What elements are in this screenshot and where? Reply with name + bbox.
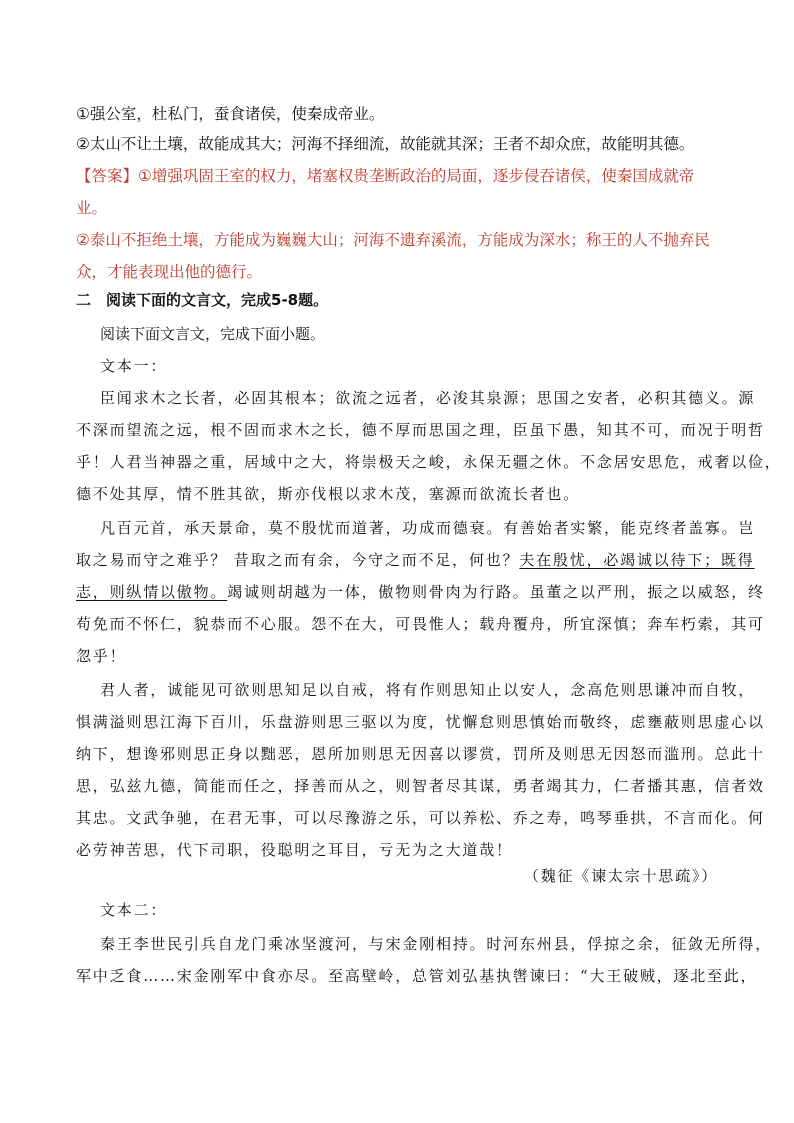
text1-line: 苟免而不怀仁，貌恭而不心服。怨不在大，可畏惟人；载舟覆舟，所宜深慎；奔车朽索，其可: [76, 615, 765, 633]
text2-label: 文本二：: [100, 901, 168, 919]
text2-line: 军中乏食……宋金刚军中食亦尽。至高壁岭，总管刘弘基执辔谏曰：“大王破贼，逐北至此，: [76, 967, 758, 985]
answer-2-line-1: ②泰山不拒绝土壤，方能成为巍巍大山；河海不遗弃溪流，方能成为深水；称王的人不抛弃民: [76, 231, 710, 249]
text1-line: 忽乎！: [76, 647, 127, 665]
underlined-sentence: 志，则纵情以傲物。: [76, 583, 228, 601]
text1-line: 臣闻求木之长者，必固其根本；欲流之远者，必浚其泉源；思国之安者，必积其德义。源: [100, 389, 756, 407]
text1-source: （魏征《谏太宗十思疏》）: [523, 867, 718, 885]
question-1-text: ①强公室，杜私门，蚕食诸侯，使秦成帝业。: [76, 105, 385, 123]
text1-line: 德不处其厚，情不胜其欲，斯亦伐根以求木茂，塞源而欲流长者也。: [76, 485, 581, 503]
text1-line: 君人者，诚能见可欲则思知足以自戒，将有作则思知止以安人，念高危则思谦冲而自牧，: [100, 681, 756, 699]
text1-line: 纳下，想谗邪则思正身以黜恶，恩所加则思无因喜以谬赏，罚所及则思无因怒而滥刑。总此十: [76, 745, 765, 763]
text1-line: 其忠。文武争驰，在君无事，可以尽豫游之乐，可以养松、乔之寿，鸣琴垂拱，不言而化。何: [76, 809, 765, 827]
section-heading: 二 阅读下面的文言文，完成5-8题。: [76, 291, 329, 309]
text1-line: 惧满溢则思江海下百川，乐盘游则思三驱以为度，忧懈怠则思慎始而敬终，虑壅蔽则思虚心以: [76, 713, 765, 731]
text1-line: 思，弘兹九德，简能而任之，择善而从之，则智者尽其谋，勇者竭其力，仁者播其惠，信者效: [76, 777, 765, 795]
text1-label: 文本一：: [100, 357, 168, 375]
text1-line: 凡百元首，承天景命，莫不殷忧而道著，功成而德衰。有善始者实繁，能克终者盖寡。岂: [100, 519, 756, 537]
answer-label: 【答案】: [76, 167, 139, 185]
text1-segment: 取之易而守之难乎？ 昔取之而有余，今守之而不足，何也？: [76, 551, 520, 569]
question-2-text: ②太山不让土壤，故能成其大；河海不择细流，故能就其深；王者不却众庶，故能明其德。: [76, 135, 695, 153]
section-instruction: 阅读下面文言文，完成下面小题。: [100, 325, 326, 343]
text1-segment: 竭诚则胡越为一体，傲物则骨肉为行路。虽董之以严刑，振之以威怒，终: [227, 583, 765, 601]
answer-1-line-1: [76, 166, 694, 186]
text1-line: [76, 550, 755, 570]
answer-1-line-2: 业。: [76, 199, 108, 217]
underlined-sentence: 夫在殷忧，必竭诚以待下；既得: [519, 551, 755, 569]
text1-line: [76, 582, 765, 602]
answer-1-text: ①增强巩固王室的权力，堵塞权贵垄断政治的局面，逐步侵吞诸侯，使秦国成就帝: [138, 167, 695, 185]
text1-line: 必劳神苦思，代下司职，役聪明之耳目，亏无为之大道哉！: [76, 841, 513, 859]
text2-line: 秦王李世民引兵自龙门乘冰坚渡河，与宋金刚相持。时河东州县，俘掠之余，征敛无所得，: [100, 935, 773, 953]
text1-line: 不深而望流之远，根不固而求木之长，德不厚而思国之理，臣虽下愚，知其不可，而况于明哲: [76, 421, 765, 439]
text1-line: 乎！人君当神器之重，居域中之大，将崇极天之峻，永保无疆之休。不念居安思危，戒奢以俭，: [76, 453, 782, 471]
answer-2-line-2: 众，才能表现出他的德行。: [76, 263, 263, 281]
